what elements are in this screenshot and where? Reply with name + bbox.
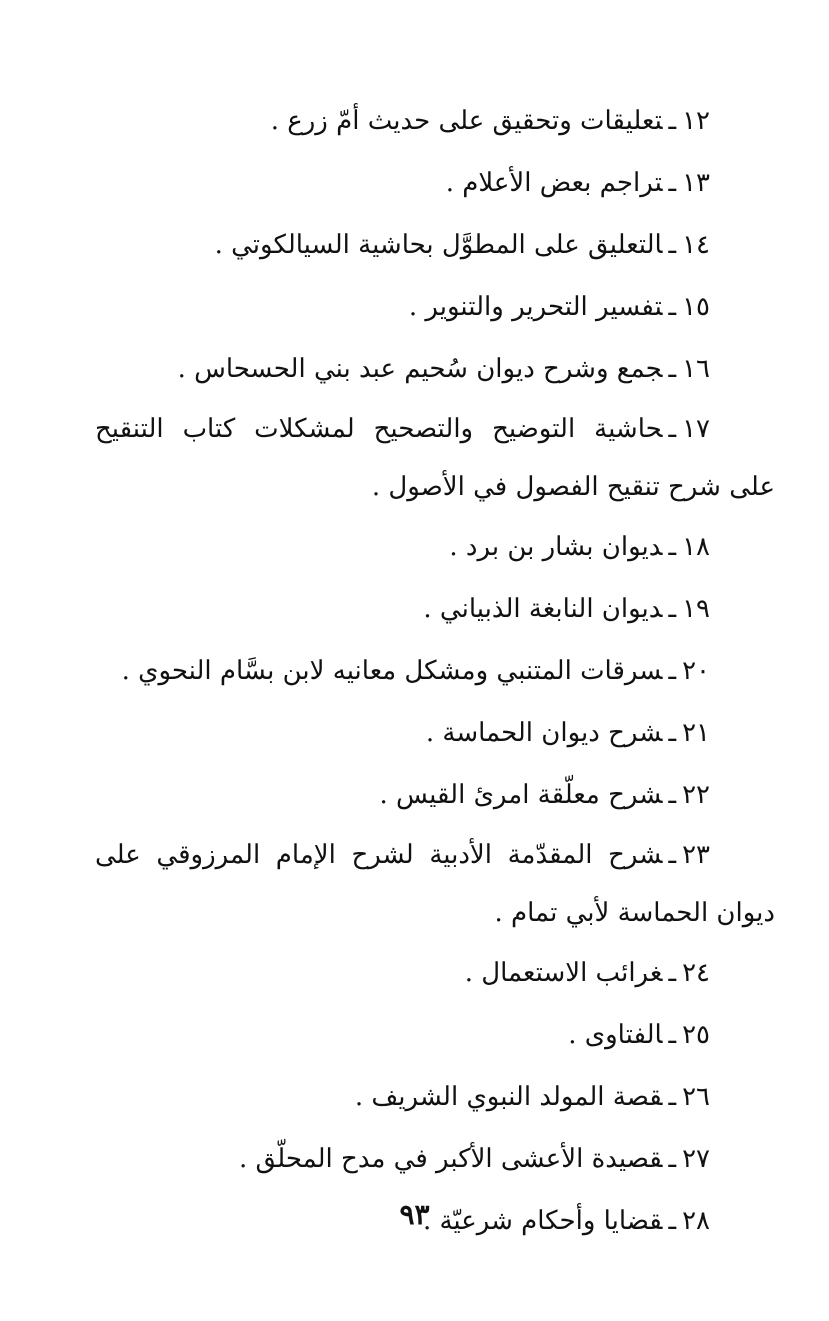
item-separator: ـ (668, 1144, 677, 1174)
item-number: ١٦ (682, 354, 710, 384)
bibliography-list (95, 90, 775, 1252)
item-text: قصة المولد النبوي الشريف . (354, 1082, 663, 1112)
item-number: ٢٣ (682, 840, 710, 870)
item-text: تعليقات وتحقيق على حديث أمّ زرع . (270, 106, 663, 136)
item-text: جمع وشرح ديوان سُحيم عبد بني الحسحاس . (177, 354, 663, 384)
item-number: ١٧ (682, 414, 710, 444)
item-separator: ـ (668, 958, 677, 988)
item-text: قصيدة الأعشى الأكبر في مدح المحلّق . (239, 1144, 663, 1174)
item-separator: ـ (668, 840, 677, 870)
list-item (95, 640, 775, 702)
item-separator: ـ (668, 106, 677, 136)
item-text: حاشية التوضيح والتصحيح لمشكلات كتاب التنقيح على شرح تنقيح الفصول في الأصول . (95, 414, 775, 502)
list-item (95, 214, 775, 276)
item-separator: ـ (668, 292, 677, 322)
item-text: قضايا وأحكام شرعيّة . (422, 1206, 663, 1236)
item-number: ١٨ (682, 532, 710, 562)
item-separator: ـ (668, 168, 677, 198)
item-number: ١٢ (682, 106, 710, 136)
item-separator: ـ (668, 532, 677, 562)
item-separator: ـ (668, 656, 677, 686)
item-separator: ـ (668, 1206, 677, 1236)
list-item (95, 90, 775, 152)
item-number: ١٤ (682, 230, 710, 260)
item-text: ديوان بشار بن برد . (449, 532, 663, 562)
item-number: ٢٧ (682, 1144, 710, 1174)
list-item (95, 1128, 775, 1190)
item-text: ديوان النابغة الذبياني . (423, 594, 663, 624)
item-number: ١٩ (682, 594, 710, 624)
list-item (95, 400, 775, 516)
list-item (95, 826, 775, 942)
item-number: ١٣ (682, 168, 710, 198)
item-number: ٢٤ (682, 958, 710, 988)
item-text: الفتاوى . (568, 1020, 663, 1050)
item-separator: ـ (668, 230, 677, 260)
list-item (95, 578, 775, 640)
list-item (95, 1004, 775, 1066)
item-separator: ـ (668, 594, 677, 624)
item-separator: ـ (668, 354, 677, 384)
item-number: ٢١ (682, 718, 710, 748)
item-number: ٢٥ (682, 1020, 710, 1050)
item-separator: ـ (668, 1082, 677, 1112)
list-item (95, 1066, 775, 1128)
item-separator: ـ (668, 718, 677, 748)
list-item (95, 764, 775, 826)
item-text: شرح ديوان الحماسة . (425, 718, 663, 748)
item-number: ٢٠ (682, 656, 710, 686)
list-item (95, 338, 775, 400)
list-item (95, 152, 775, 214)
item-text: تراجم بعض الأعلام . (445, 168, 663, 198)
item-number: ٢٨ (682, 1206, 710, 1236)
list-item (95, 702, 775, 764)
page-number: ٩٣ (399, 1198, 430, 1231)
item-separator: ـ (668, 780, 677, 810)
list-item (95, 942, 775, 1004)
list-item (95, 276, 775, 338)
item-number: ٢٢ (682, 780, 710, 810)
item-text: غرائب الاستعمال . (464, 958, 663, 988)
list-item (95, 516, 775, 578)
item-text: شرح معلّقة امرئ القيس . (379, 780, 663, 810)
item-text: تفسير التحرير والتنوير . (408, 292, 663, 322)
item-text: التعليق على المطوَّل بحاشية السيالكوتي . (214, 230, 663, 260)
item-separator: ـ (668, 414, 677, 444)
item-separator: ـ (668, 1020, 677, 1050)
item-text: شرح المقدّمة الأدبية لشرح الإمام المرزوقي على ديوان الحماسة لأبي تمام . (95, 840, 775, 928)
item-text: سرقات المتنبي ومشكل معانيه لابن بسَّام النحوي . (121, 656, 663, 686)
item-number: ١٥ (682, 292, 710, 322)
item-number: ٢٦ (682, 1082, 710, 1112)
